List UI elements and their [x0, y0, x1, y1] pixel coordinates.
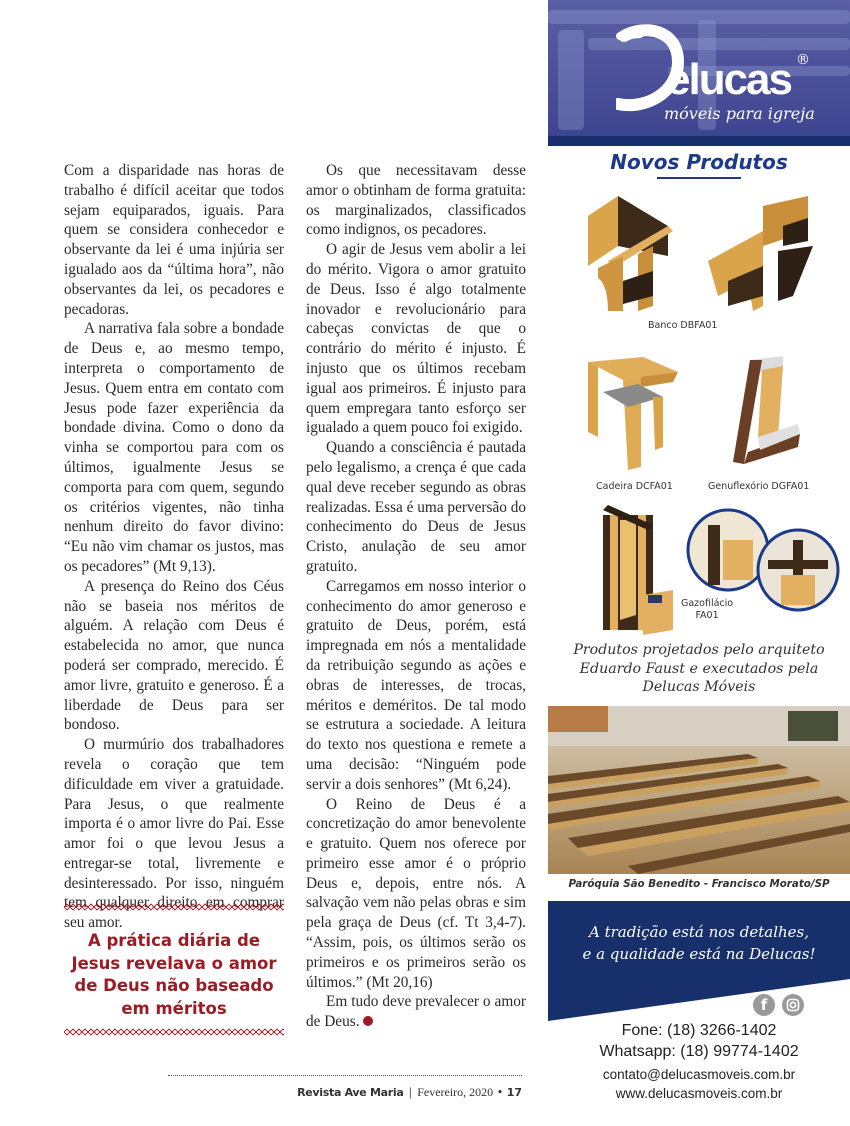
- product-label-line: Gazofilácio: [681, 598, 734, 609]
- credits-line: Delucas Móveis: [642, 679, 756, 695]
- paragraph-final: [306, 992, 526, 1032]
- chair-image: [583, 352, 683, 472]
- instagram-icon[interactable]: [782, 994, 804, 1016]
- article-column-1: [64, 161, 284, 933]
- page-footer: [297, 1085, 522, 1100]
- photo-caption: Paróquia São Benedito - Francisco Morato/SP: [568, 878, 830, 890]
- product-label-chair: Cadeira DCFA01: [596, 481, 673, 492]
- paragraph: Quando a consciência é pautada pelo legalismo, a crença é que cada qual deve receber segundo as obras realizadas. Essa é uma perversão do conhecimento do Deus de Jesus Cristo, anulação de seu amor gratuito.: [306, 439, 527, 575]
- slogan-line: A tradição está nos detalhes,: [588, 923, 809, 941]
- issue-date: Fevereiro, 2020: [417, 1085, 494, 1099]
- delucas-advertisement[interactable]: [548, 0, 850, 1126]
- credits-line: Eduardo Faust e executados pela: [579, 660, 819, 677]
- footer-bullet: •: [496, 1086, 504, 1099]
- brand-tagline: móveis para igreja: [664, 104, 815, 123]
- paragraph: O agir de Jesus vem abolir a lei do mérito. Vigora o amor gratuito de Deus. Isso é algo totalmente inovador e revolucionário para cabeças convictas de que o contrário do mérito é injusto. É injusto que os últimos recebam igual aos primeiros. É injusto para quem empregara tanto esforço ser igualado a quem pouco foi exigido.: [306, 241, 526, 437]
- product-label-kneeler: Genuflexório DGFA01: [708, 481, 810, 492]
- zigzag-divider-top: [64, 903, 284, 911]
- facebook-icon[interactable]: f: [753, 994, 775, 1016]
- website-link[interactable]: www.delucasmoveis.com.br: [615, 1086, 783, 1101]
- product-label-line: FA01: [695, 610, 719, 621]
- paragraph: A narrativa fala sobre a bondade de Deus e, ao mesmo tempo, interpreta o comportamento de Jesus. Quem entra em contato com Jesus pode fazer experiência da bondade divina. Como o dono da vinha se comportou para com os últimos, igualmente Jesus se comporta para com quem, segundo os critérios vigentes, não tinha nenhum direito do favor divino: “Eu não vim chamar os justos, mas os pecadores” (Mt 9,13).: [64, 320, 284, 575]
- ad-header-banner: [548, 0, 850, 136]
- paragraph: A presença do Reino dos Céus não se baseia nos méritos de alguém. A relação com Deus é estabelecida no amor, que nunca poderá ser comprado, merecido. É amor livre, gratuito e generoso. É a liberdade de Deus para ser bondoso.: [64, 577, 284, 734]
- slogan-line: e a qualidade está na Delucas!: [582, 945, 816, 963]
- product-label-bench: Banco DBFA01: [648, 320, 718, 331]
- brand-name: elucas: [666, 55, 791, 104]
- paragraph-text: Em tudo deve prevalecer o amor de Deus.: [306, 993, 526, 1031]
- kneeler-image: [728, 352, 808, 472]
- phone-number: Fone: (18) 3266-1402: [621, 1022, 777, 1039]
- zigzag-divider-bottom: [64, 1028, 284, 1036]
- ad-credits: [548, 641, 850, 697]
- product-label-offering-box: [681, 598, 733, 622]
- article-column-2: [306, 161, 526, 1032]
- paragraph: Com a disparidade nas horas de trabalho é difícil aceitar que todos sejam equiparados, iguais. Para quem se considera conhecedor e observante da lei é uma injúria ser igualado aos da “última hora”, não observantes da lei, os pecadores e pecadoras.: [64, 162, 284, 318]
- page-number: 17: [506, 1086, 522, 1099]
- email-link[interactable]: contato@delucasmoveis.com.br: [602, 1067, 796, 1082]
- footer-separator: |: [408, 1086, 413, 1099]
- section-title: Novos Produtos: [610, 150, 788, 174]
- bench-image-right: [698, 186, 818, 316]
- title-underline: [657, 177, 741, 179]
- footer-rule: [168, 1075, 522, 1076]
- paragraph: O murmúrio dos trabalhadores revela o coração que tem dificuldade em viver a gratuidade. Para Jesus, o que realmente importa é o amor livre do Pai. Esse amor foi o que levou Jesus a entregar-se total, livremente e desinteressado. Por isso, ninguém tem qualquer direito em comprar seu amor.: [64, 736, 284, 932]
- credits-line: Produtos projetados pelo arquiteto: [573, 642, 825, 658]
- whatsapp-number: Whatsapp: (18) 99774-1402: [599, 1043, 799, 1060]
- paragraph: Carregamos em nosso interior o conhecimento do amor generoso e gratuito de Deus, porém, está impregnada em nós a mentalidade da retribuição segundo as ações e obras de interesses, de trocas, méritos e deméritos. De tal modo se estrutura a sociedade. A leitura do texto nos questiona e remete a uma decisão: “Ninguém pode servir a dois senhores” (Mt 6,24).: [306, 577, 526, 793]
- magazine-name: Revista Ave Maria: [297, 1086, 404, 1099]
- offering-box-image: [598, 500, 678, 640]
- ad-navy-band: [548, 136, 850, 146]
- slogan: [548, 921, 850, 965]
- bench-image-left: [578, 186, 678, 316]
- end-mark-icon: [363, 1016, 373, 1026]
- church-pews-photo: [548, 706, 850, 874]
- registered-mark: ®: [796, 52, 810, 68]
- paragraph: O Reino de Deus é a concretização do amor benevolente e gratuito. Quem nos oferece por primeiro esse amor é o próprio Deus e, depois, entre nós. A salvação vem não pelas obras e sim pela graça de Deus (cf. Tt 3,4-7). “Assim, pois, os últimos serão os primeiros e os primeiros serão os últimos.” (Mt 20,16): [306, 795, 526, 991]
- pull-quote: A prática diária de Jesus revelava o amor de Deus não baseado em méritos: [71, 931, 277, 1018]
- paragraph: Os que necessitavam desse amor o obtinham de forma gratuita: os marginalizados, classificados como indignos, os pecadores.: [306, 162, 526, 239]
